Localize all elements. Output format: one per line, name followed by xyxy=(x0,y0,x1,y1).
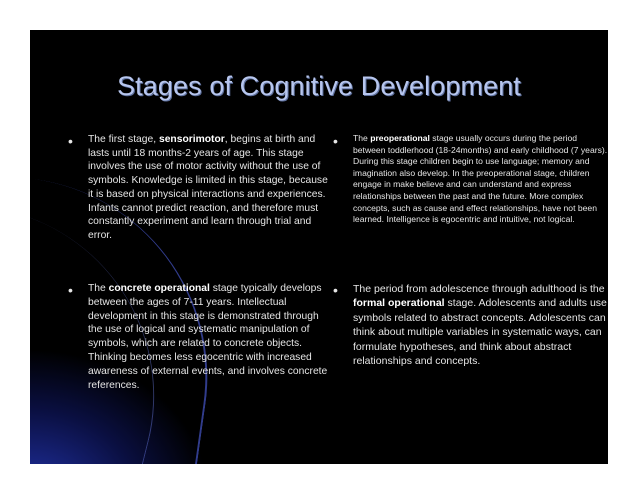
preoperational-text: The preoperational stage usually occurs during the period between toddlerhood (18-24months) and early childhood (7 years). During this stage children begin to use language; memory and imagination also develop. In the preoperational stage, children engage in make believe and can understand and express relationships between the past and the future. More complex concepts, such as cause and effect relationships, have not been learned. Intelligence is egocentric and intuitive, not logical. xyxy=(353,133,608,225)
concrete-operational-text: The concrete operational stage typically develops between the ages of 7-11 years. Intellectual development in this stage is demonstrated through the use of logical and systematic manipulation of symbols, which are related to concrete objects. Thinking becomes less egocentric with increased awareness of external events, and involves concrete references. xyxy=(88,283,328,391)
preoperational-section xyxy=(333,133,608,226)
sensorimotor-text: The first stage, sensorimotor, begins at birth and lasts until 18 months-2 years of age. This stage involves the use of motor activity without the use of symbols. Knowledge is limited in this stage, because it is based on physical interactions and experiences. Infants cannot predict reaction, and therefore must constantly experiment and learn through trial and error. xyxy=(88,134,328,241)
bullet-icon: • xyxy=(333,133,338,149)
formal-operational-text: The period from adolescence through adulthood is the formal operational stage. Adolescents and adults use symbols related to abstract concepts. Adolescents can think about multiple variables in systematic ways, can formulate hypotheses, and think about abstract relationships and concepts. xyxy=(353,283,607,368)
stage-term: formal operational xyxy=(353,297,445,310)
bullet-icon: • xyxy=(68,133,73,149)
sensorimotor-section xyxy=(68,133,333,243)
slide xyxy=(30,30,608,464)
stage-term: preoperational xyxy=(370,133,430,143)
bullet-icon: • xyxy=(333,282,338,298)
bullet-icon: • xyxy=(68,282,73,298)
slide-title: Stages of Cognitive Development xyxy=(117,71,521,101)
stage-term: concrete operational xyxy=(108,283,210,294)
stage-term: sensorimotor xyxy=(158,134,225,145)
formal-operational-section xyxy=(333,282,608,368)
concrete-operational-section xyxy=(68,282,333,392)
